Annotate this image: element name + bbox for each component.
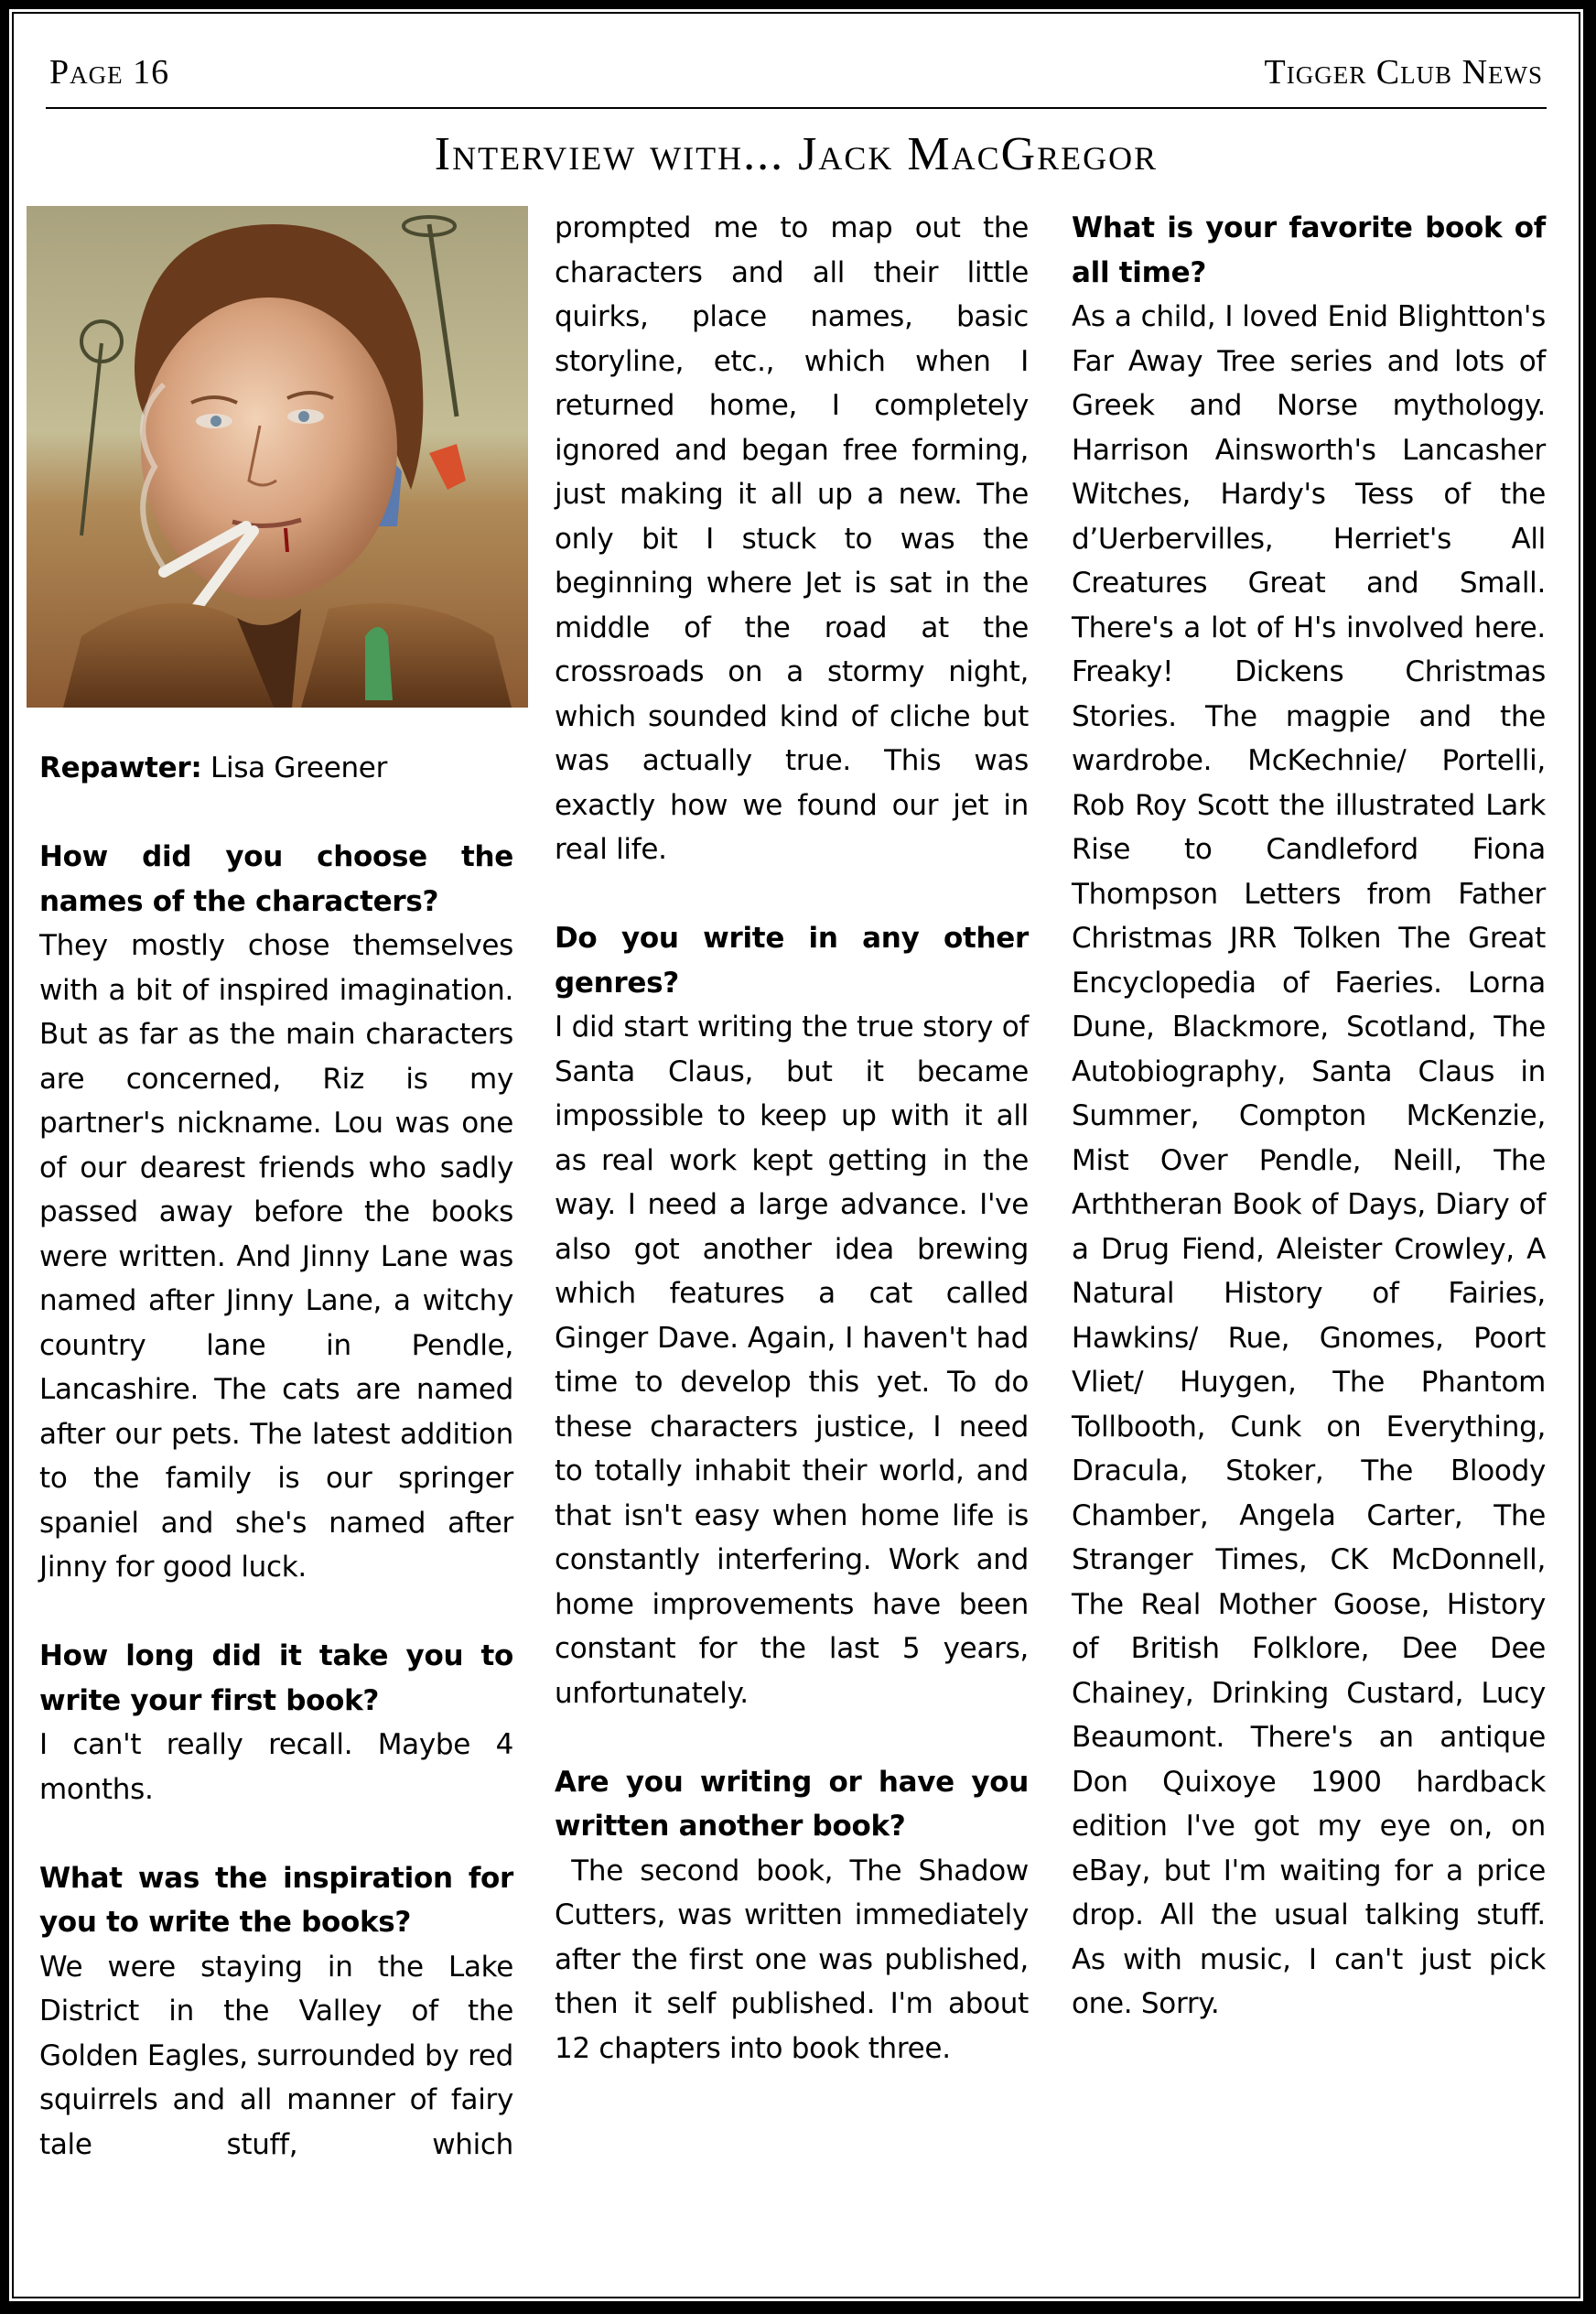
question-6: What is your favorite book of all time? (1072, 211, 1546, 289)
article-title: Interview with... Jack MacGregor (434, 128, 1159, 180)
answer-2: I can't really recall. Maybe 4 months. (39, 1728, 513, 1806)
question-3: What was the inspiration for you to write the books? (39, 1861, 513, 1939)
question-4: Do you write in any other genres? (555, 922, 1029, 1000)
running-header (46, 43, 1547, 109)
answer-4: I did start writing the true story of Santa Claus, but it became impossible to keep up with it all as real work kept getting in the way. I need a large advance. I've also got another idea brewing which features a cat called Ginger Dave. Again, I haven't had time to develop this yet. To do these characters justice, I need to totally inhabit their world, and that isn't easy when home life is constantly interfering. Work and home improvements have been constant for the last 5 years, unfortunately. (555, 1011, 1029, 1710)
column-2 (555, 206, 1038, 2071)
byline (39, 746, 513, 791)
publication-name: Tigger Club News (1264, 53, 1543, 92)
photo-container (39, 206, 513, 746)
column-3 (1072, 206, 1546, 2027)
newsletter-page (14, 14, 1579, 2297)
portrait-photo (27, 206, 528, 708)
question-1: How did you choose the names of the characters? (39, 840, 513, 918)
page-number: Page 16 (49, 53, 170, 92)
question-2: How long did it take you to write your first book? (39, 1639, 513, 1717)
answer-6: As a child, I loved Enid Blightton's Far Away Tree series and lots of Greek and Norse mythology. Harrison Ainsworth's Lancasher Witches, Hardy's Tess of the d’Uerbervilles, Herriet's All Creatures Great and Small. There's a lot of H's involved here. Freaky! Dickens Christmas Stories. The magpie and the wardrobe. McKechnie/ Portelli, Rob Roy Scott the illustrated Lark Rise to Candleford Fiona Thompson Letters from Father Christmas JRR Tolken The Great Encyclopedia of Faeries. Lorna Dune, Blackmore, Scotland, The Autobiography, Santa Claus in Summer, Compton McKenzie, Mist Over Pendle, Neill, The Arththeran Book of Days, Diary of a Drug Fiend, Aleister Crowley, A Natural History of Fairies, Hawkins/ Rue, Gnomes, Poort Vliet/ Huygen, The Phantom Tollbooth, Cunk on Everything, Dracula, Stoker, The Bloody Chamber, Angela Carter, The Stranger Times, CK McDonnell, The Real Mother Goose, History of British Folklore, Dee Dee Chainey, Drinking Custard, Lucy Beaumont. There's an antique Don Quixoye 1900 hardback edition I've got my eye on, on eBay, but I'm waiting for a price drop. All the usual talking stuff. As with music, I can't just pick one. Sorry. (1072, 300, 1546, 2020)
answer-3-part-1: We were staying in the Lake District in the Valley of the Golden Eagles, surrounded by red squirrels and all manner of fairy tale stuff, which (39, 1950, 513, 2161)
question-5: Are you writing or have you written another book? (555, 1765, 1029, 1843)
byline-name: Lisa Greener (210, 752, 388, 784)
byline-label: Repawter: (39, 752, 202, 784)
page-frame-inner (12, 12, 1580, 2298)
page-frame-outer (9, 9, 1583, 2301)
column-1 (39, 206, 513, 2167)
answer-5: The second book, The Shadow Cutters, was written immediately after the first one was published, then it self published. I'm about 12 chapters into book three. (555, 1854, 1038, 2065)
answer-3-part-2: prompted me to map out the characters and all their little quirks, place names, basic storyline, etc., which when I returned home, I completely ignored and began free forming, just making it all up a new. The only bit I stuck to was the beginning where Jet is sat in the middle of the road at the crossroads on a stormy night, which sounded kind of cliche but was actually true. This was exactly how we found our jet in real life. (555, 211, 1029, 866)
answer-1: They mostly chose themselves with a bit of inspired imagination. But as far as the main characters are concerned, Riz is my partner's nickname. Lou was one of our dearest friends who sadly passed away before the books were written. And Jinny Lane was named after Jinny Lane, a witchy country lane in Pendle, Lancashire. The cats are named after our pets. The latest addition to the family is our springer spaniel and she's named after Jinny for good luck. (39, 929, 513, 1584)
